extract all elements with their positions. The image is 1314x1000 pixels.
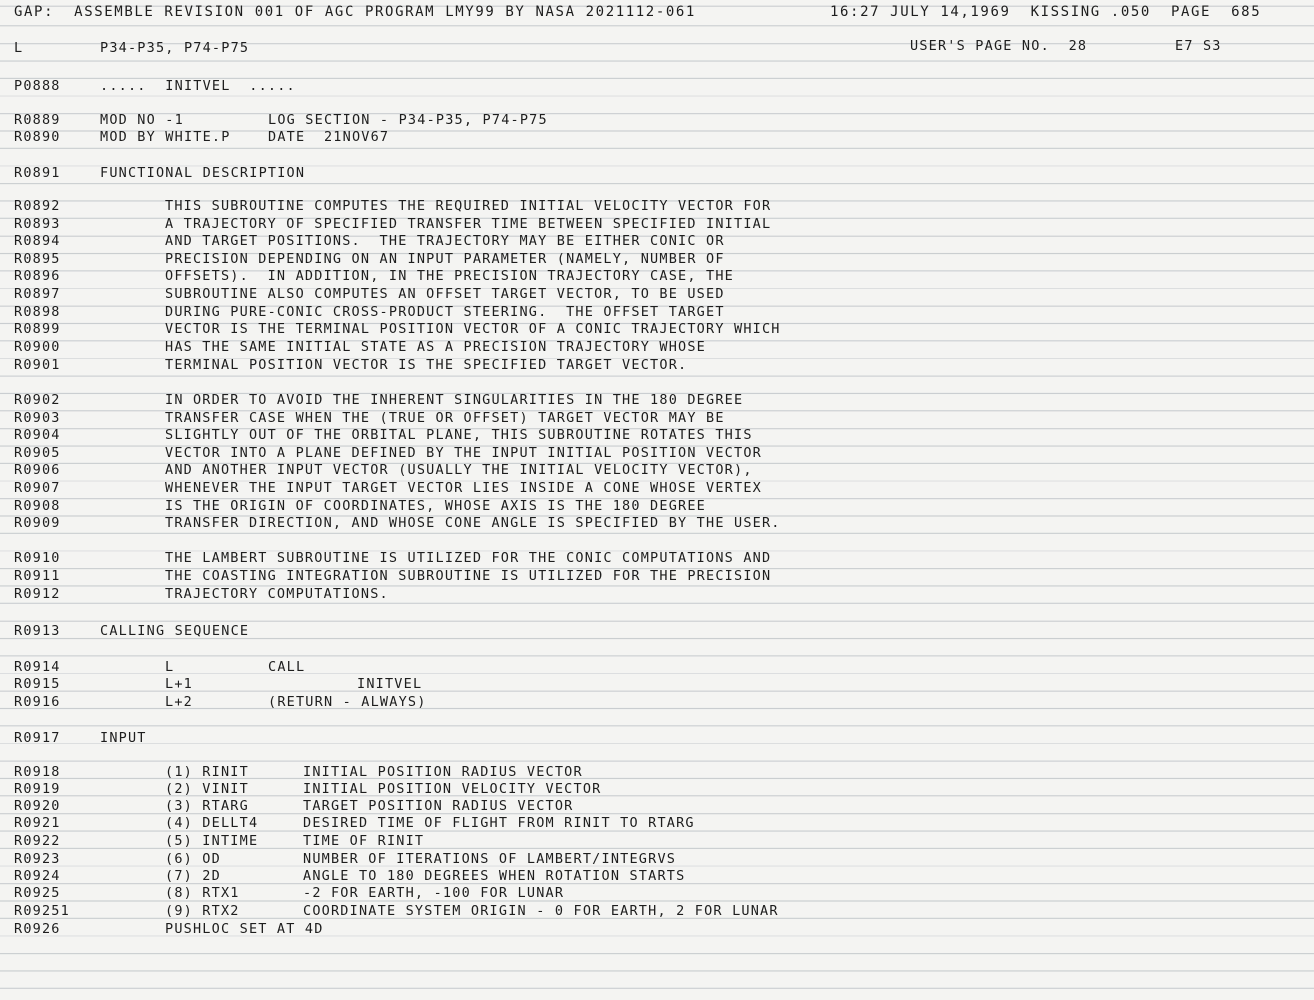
line-tag: R09251 <box>14 903 70 919</box>
header-right: 16:27 JULY 14,1969 KISSING .050 PAGE 685 <box>830 4 1262 20</box>
line-text: LOG SECTION - P34-P35, P74-P75 <box>268 112 548 128</box>
line-text: TRANSFER DIRECTION, AND WHOSE CONE ANGLE IS SPECIFIED BY THE USER. <box>165 515 781 531</box>
line-text: THIS SUBROUTINE COMPUTES THE REQUIRED INITIAL VELOCITY VECTOR FOR <box>165 198 772 214</box>
line-text: (8) RTX1 <box>165 885 240 901</box>
line-tag: R0905 <box>14 445 61 461</box>
line-text: AND TARGET POSITIONS. THE TRAJECTORY MAY BE EITHER CONIC OR <box>165 233 725 249</box>
line-text: FUNCTIONAL DESCRIPTION <box>100 165 306 181</box>
line-text: MOD BY WHITE.P <box>100 129 231 145</box>
line-tag: R0889 <box>14 112 61 128</box>
line-text: (3) RTARG <box>165 798 249 814</box>
line-text: L+1 <box>165 676 193 692</box>
line-tag: R0895 <box>14 251 61 267</box>
line-text: TARGET POSITION RADIUS VECTOR <box>303 798 574 814</box>
line-text: TRAJECTORY COMPUTATIONS. <box>165 586 389 602</box>
line-text: (6) OD <box>165 851 221 867</box>
line-text: (5) INTIME <box>165 833 259 849</box>
line-tag: R0915 <box>14 676 61 692</box>
line-text: ANGLE TO 180 DEGREES WHEN ROTATION STARTS <box>303 868 686 884</box>
line-text: WHENEVER THE INPUT TARGET VECTOR LIES INSIDE A CONE WHOSE VERTEX <box>165 480 762 496</box>
line-text: DURING PURE-CONIC CROSS-PRODUCT STEERING. THE OFFSET TARGET <box>165 304 725 320</box>
header-left: GAP: ASSEMBLE REVISION 001 OF AGC PROGRAM LMY99 BY NASA 2021112-061 <box>14 4 696 20</box>
line-tag: R0891 <box>14 165 61 181</box>
subheader-code: E7 S3 <box>1175 38 1222 54</box>
subheader-tag: L <box>14 40 24 56</box>
line-text: INITIAL POSITION RADIUS VECTOR <box>303 764 583 780</box>
line-text: IS THE ORIGIN OF COORDINATES, WHOSE AXIS IS THE 180 DEGREE <box>165 498 707 514</box>
line-text: TERMINAL POSITION VECTOR IS THE SPECIFIED TARGET VECTOR. <box>165 357 688 373</box>
users-page-number: USER'S PAGE NO. 28 <box>910 38 1088 54</box>
line-text: TRANSFER CASE WHEN THE (TRUE OR OFFSET) TARGET VECTOR MAY BE <box>165 410 725 426</box>
line-tag: R0920 <box>14 798 61 814</box>
line-text: CALL <box>268 659 306 675</box>
line-text: THE COASTING INTEGRATION SUBROUTINE IS UTILIZED FOR THE PRECISION <box>165 568 772 584</box>
line-tag: R0910 <box>14 550 61 566</box>
line-text: PUSHLOC SET AT 4D <box>165 921 324 937</box>
line-tag: R0925 <box>14 885 61 901</box>
line-tag: R0908 <box>14 498 61 514</box>
line-text: IN ORDER TO AVOID THE INHERENT SINGULARITIES IN THE 180 DEGREE <box>165 392 744 408</box>
line-text: TIME OF RINIT <box>303 833 425 849</box>
line-text: INITVEL <box>357 676 423 692</box>
line-text: DESIRED TIME OF FLIGHT FROM RINIT TO RTARG <box>303 815 695 831</box>
line-tag: R0918 <box>14 764 61 780</box>
line-tag: R0913 <box>14 623 61 639</box>
line-tag: R0907 <box>14 480 61 496</box>
line-text: (RETURN - ALWAYS) <box>268 694 427 710</box>
line-tag: P0888 <box>14 78 61 94</box>
line-text: NUMBER OF ITERATIONS OF LAMBERT/INTEGRVS <box>303 851 677 867</box>
line-tag: R0921 <box>14 815 61 831</box>
line-tag: R0893 <box>14 216 61 232</box>
line-text: (4) DELLT4 <box>165 815 259 831</box>
line-tag: R0901 <box>14 357 61 373</box>
line-text: ..... INITVEL ..... <box>100 78 296 94</box>
line-text: INITIAL POSITION VELOCITY VECTOR <box>303 781 602 797</box>
line-tag: R0923 <box>14 851 61 867</box>
line-tag: R0898 <box>14 304 61 320</box>
line-text: VECTOR IS THE TERMINAL POSITION VECTOR OF A CONIC TRAJECTORY WHICH <box>165 321 781 337</box>
line-tag: R0904 <box>14 427 61 443</box>
line-text: INPUT <box>100 730 147 746</box>
line-text: COORDINATE SYSTEM ORIGIN - 0 FOR EARTH, 2 FOR LUNAR <box>303 903 779 919</box>
line-text: A TRAJECTORY OF SPECIFIED TRANSFER TIME BETWEEN SPECIFIED INITIAL <box>165 216 772 232</box>
line-text: THE LAMBERT SUBROUTINE IS UTILIZED FOR THE CONIC COMPUTATIONS AND <box>165 550 772 566</box>
line-tag: R0900 <box>14 339 61 355</box>
line-tag: R0922 <box>14 833 61 849</box>
line-tag: R0890 <box>14 129 61 145</box>
line-text: MOD NO -1 <box>100 112 184 128</box>
line-tag: R0899 <box>14 321 61 337</box>
line-text: DATE 21NOV67 <box>268 129 390 145</box>
line-text: VECTOR INTO A PLANE DEFINED BY THE INPUT INITIAL POSITION VECTOR <box>165 445 762 461</box>
line-tag: R0916 <box>14 694 61 710</box>
line-tag: R0909 <box>14 515 61 531</box>
line-tag: R0897 <box>14 286 61 302</box>
subheader-section: P34-P35, P74-P75 <box>100 40 250 56</box>
line-tag: R0917 <box>14 730 61 746</box>
line-tag: R0906 <box>14 462 61 478</box>
line-tag: R0903 <box>14 410 61 426</box>
line-tag: R0924 <box>14 868 61 884</box>
line-text: (2) VINIT <box>165 781 249 797</box>
line-text: CALLING SEQUENCE <box>100 623 250 639</box>
line-tag: R0894 <box>14 233 61 249</box>
line-text: AND ANOTHER INPUT VECTOR (USUALLY THE INITIAL VELOCITY VECTOR), <box>165 462 753 478</box>
line-text: (9) RTX2 <box>165 903 240 919</box>
line-text: (1) RINIT <box>165 764 249 780</box>
line-text: L+2 <box>165 694 193 710</box>
line-tag: R0896 <box>14 268 61 284</box>
line-tag: R0902 <box>14 392 61 408</box>
line-text: L <box>165 659 175 675</box>
line-text: HAS THE SAME INITIAL STATE AS A PRECISION TRAJECTORY WHOSE <box>165 339 707 355</box>
line-text: -2 FOR EARTH, -100 FOR LUNAR <box>303 885 565 901</box>
line-text: SLIGHTLY OUT OF THE ORBITAL PLANE, THIS SUBROUTINE ROTATES THIS <box>165 427 753 443</box>
line-tag: R0926 <box>14 921 61 937</box>
line-tag: R0911 <box>14 568 61 584</box>
line-tag: R0912 <box>14 586 61 602</box>
line-text: SUBROUTINE ALSO COMPUTES AN OFFSET TARGET VECTOR, TO BE USED <box>165 286 725 302</box>
line-text: (7) 2D <box>165 868 221 884</box>
line-text: OFFSETS). IN ADDITION, IN THE PRECISION TRAJECTORY CASE, THE <box>165 268 734 284</box>
line-text: PRECISION DEPENDING ON AN INPUT PARAMETER (NAMELY, NUMBER OF <box>165 251 725 267</box>
line-tag: R0914 <box>14 659 61 675</box>
line-tag: R0919 <box>14 781 61 797</box>
line-tag: R0892 <box>14 198 61 214</box>
